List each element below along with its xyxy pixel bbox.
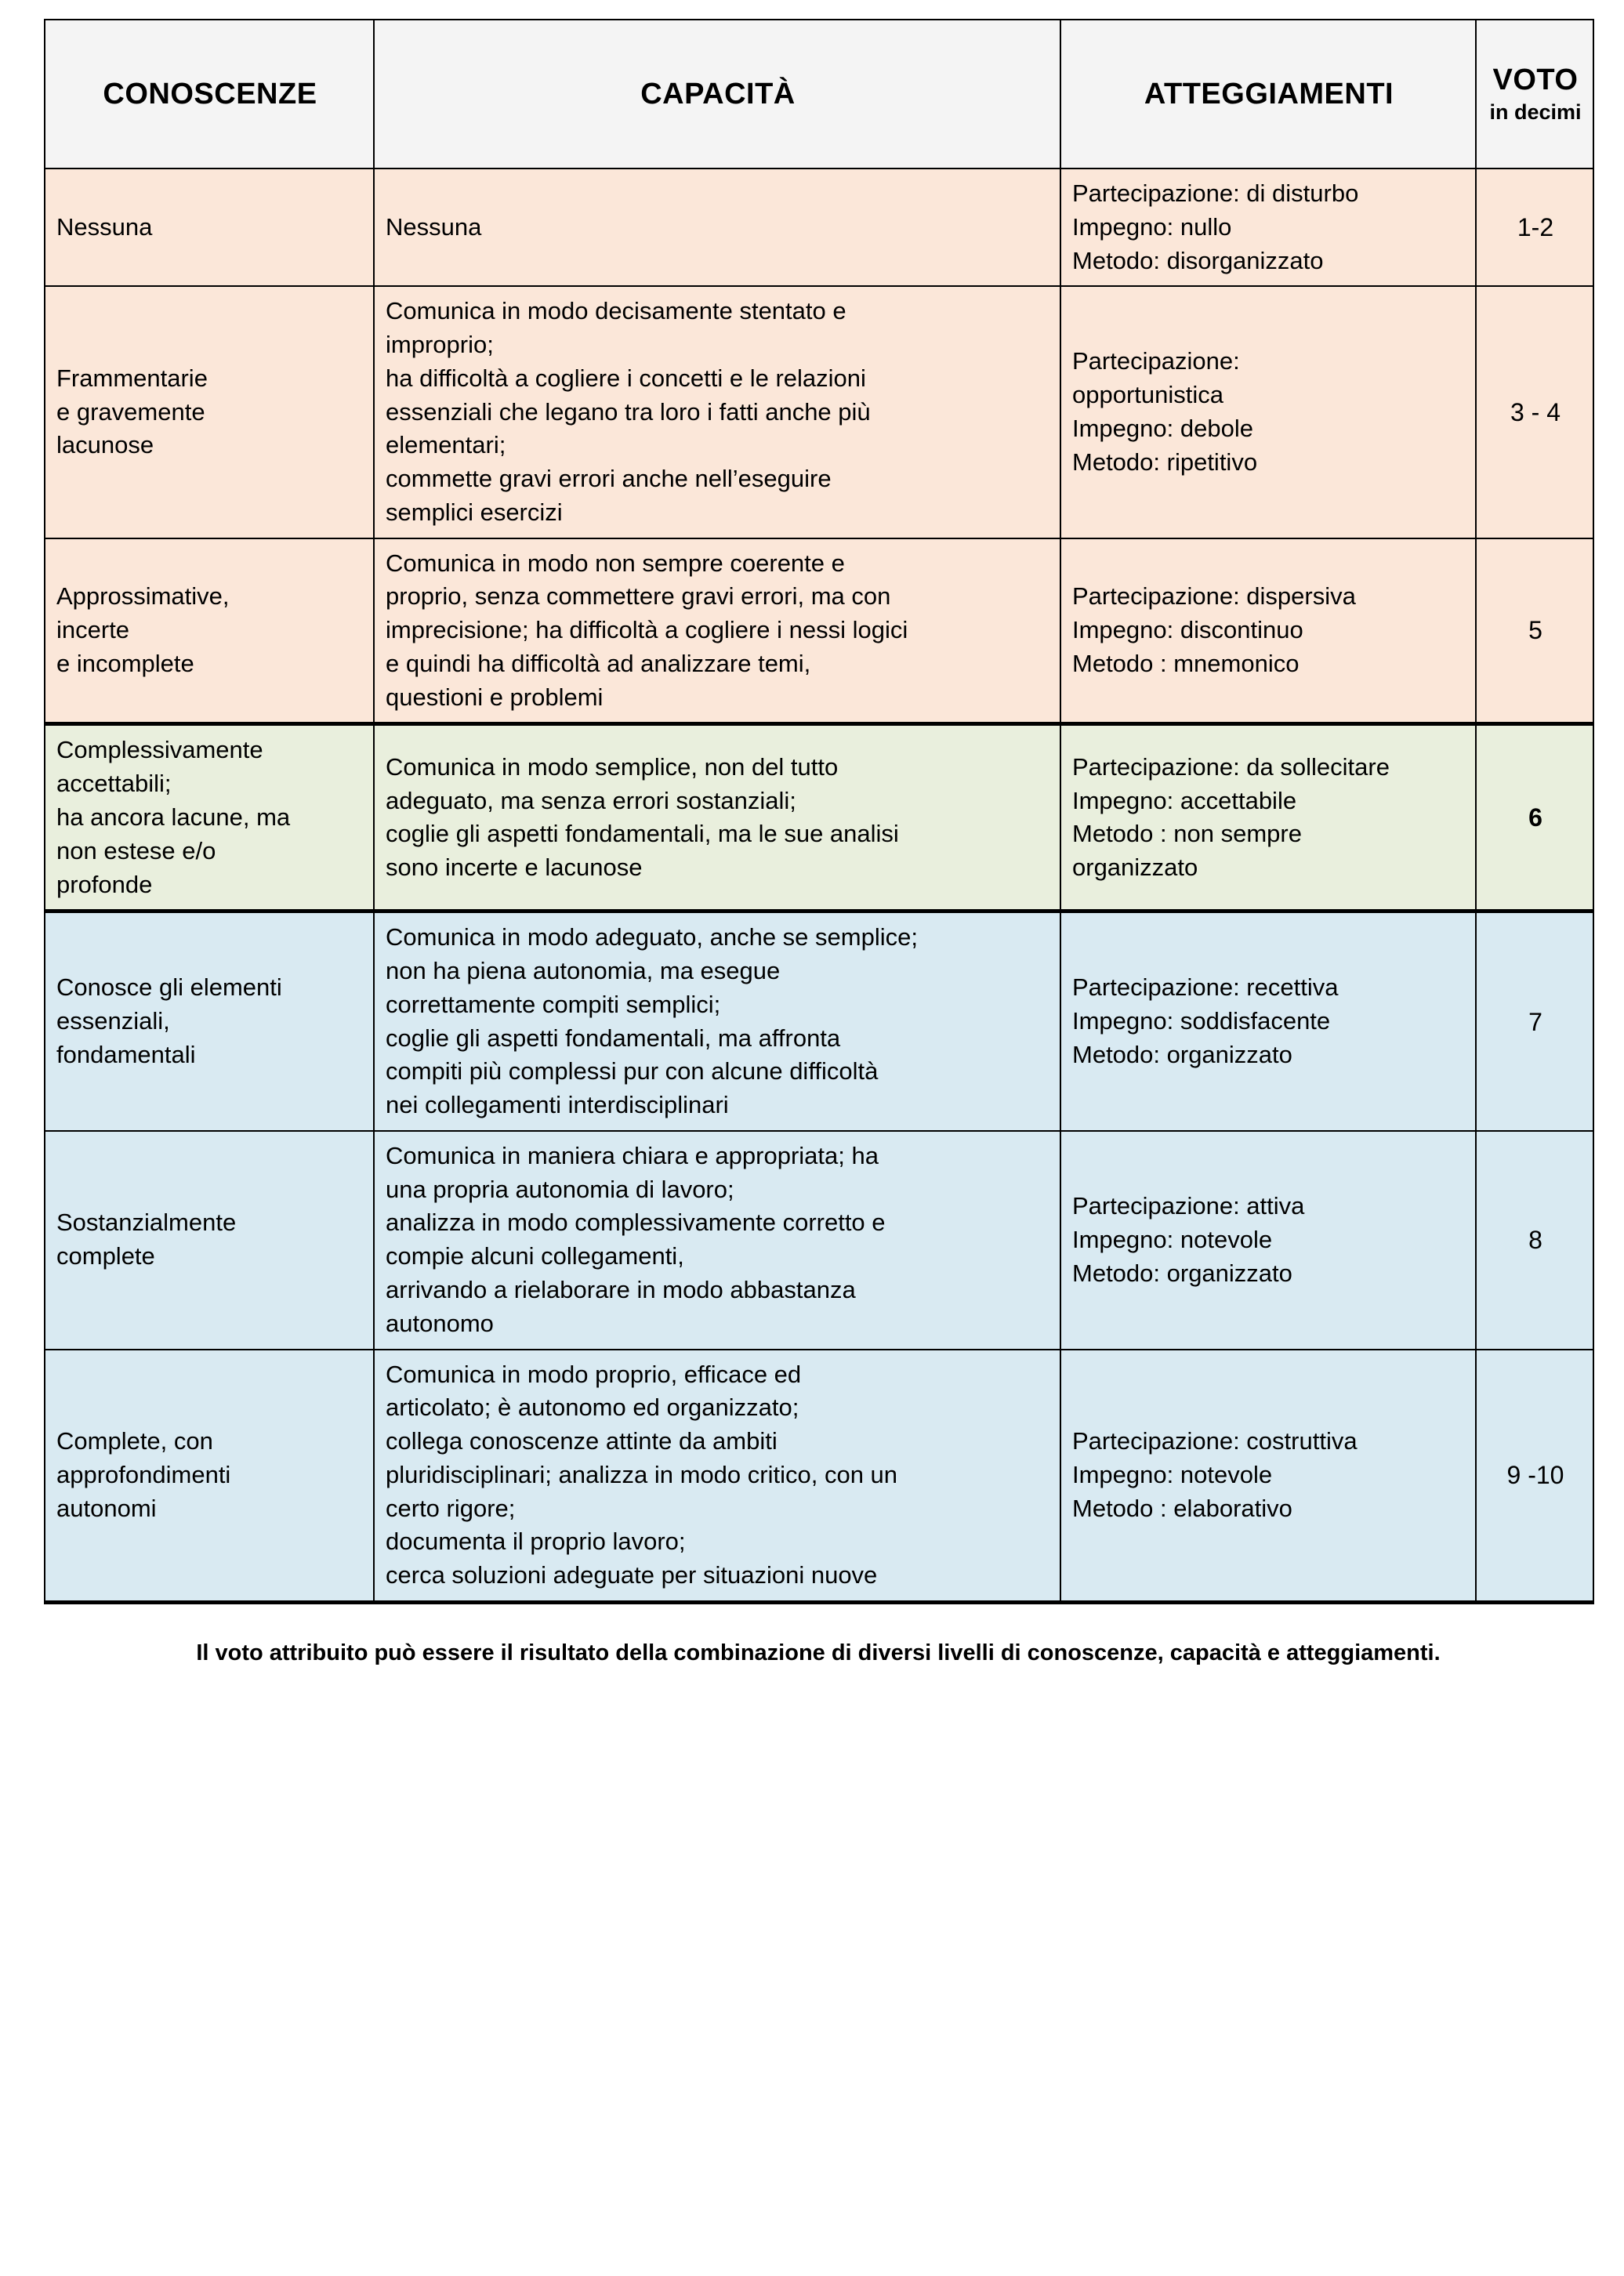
cell-conoscenze-text: Frammentarie e gravemente lacunose — [56, 364, 208, 459]
cell-conoscenze-text: Sostanzialmente complete — [56, 1209, 237, 1270]
cell-capacita-text: Nessuna — [386, 212, 482, 241]
cell-atteggiamenti — [1060, 1350, 1476, 1603]
cell-atteggiamenti-text: Partecipazione: dispersiva Impegno: discontinuo Metodo : mnemonico — [1072, 582, 1356, 677]
footnote-text: Il voto attribuito può essere il risultato della combinazione di diversi livelli di conoscenze, capacità e atteggiamenti. — [196, 1640, 1441, 1665]
cell-atteggiamenti-text: Partecipazione: di disturbo Impegno: nullo Metodo: disorganizzato — [1072, 179, 1359, 274]
cell-voto — [1476, 1350, 1593, 1603]
cell-conoscenze-text: Nessuna — [56, 212, 153, 241]
cell-capacita-text: Comunica in modo proprio, efficace ed articolato; è autonomo ed organizzato; collega conoscenze attinte da ambiti pluridisciplinari; analizza in modo critico, con un certo rigore; documenta il proprio lavoro; cerca soluzioni adeguate per situazioni nuove — [386, 1360, 898, 1589]
table-row — [45, 724, 1593, 911]
table-row — [45, 286, 1593, 538]
cell-conoscenze — [45, 286, 374, 538]
cell-capacita — [374, 286, 1060, 538]
column-header-capacita-label: CAPACITÀ — [640, 77, 796, 111]
cell-capacita-text: Comunica in modo non sempre coerente e proprio, senza commettere gravi errori, ma con imprecisione; ha difficoltà a cogliere i nessi logici e quindi ha difficoltà ad analizzare temi, questioni e problemi — [386, 549, 908, 711]
table-body — [45, 169, 1593, 1602]
table-row — [45, 1350, 1593, 1603]
cell-voto-text: 5 — [1528, 616, 1542, 645]
column-header-voto-sublabel: in decimi — [1489, 100, 1582, 125]
cell-capacita — [374, 1131, 1060, 1350]
cell-capacita-text: Comunica in modo adeguato, anche se semplice; non ha piena autonomia, ma esegue correttamente compiti semplici; coglie gli aspetti fondamentali, ma affronta compiti più complessi pur con alcune difficoltà nei collegamenti interdisciplinari — [386, 923, 918, 1119]
column-header-voto — [1476, 20, 1593, 169]
cell-voto-text: 9 -10 — [1506, 1461, 1564, 1490]
table-row — [45, 538, 1593, 724]
header-row — [45, 20, 1593, 169]
cell-voto — [1476, 169, 1593, 286]
cell-conoscenze — [45, 1131, 374, 1350]
column-header-conoscenze-label: CONOSCENZE — [103, 77, 317, 111]
cell-capacita-text: Comunica in modo decisamente stentato e improprio; ha difficoltà a cogliere i concetti e le relazioni essenziali che legano tra loro i fatti anche più elementari; commette gravi errori anche nell’eseguire semplici esercizi — [386, 297, 871, 526]
column-header-atteggiamenti — [1060, 20, 1476, 169]
table-row — [45, 169, 1593, 286]
table-row — [45, 911, 1593, 1131]
cell-atteggiamenti — [1060, 538, 1476, 724]
column-header-atteggiamenti-label: ATTEGGIAMENTI — [1144, 77, 1394, 111]
cell-capacita — [374, 724, 1060, 911]
cell-voto — [1476, 724, 1593, 911]
cell-voto — [1476, 911, 1593, 1131]
cell-conoscenze-text: Complessivamente accettabili; ha ancora lacune, ma non estese e/o profonde — [56, 736, 291, 898]
column-header-capacita — [374, 20, 1060, 169]
table-header — [45, 20, 1593, 169]
cell-voto-text: 1-2 — [1517, 213, 1554, 242]
cell-capacita — [374, 911, 1060, 1131]
cell-atteggiamenti — [1060, 724, 1476, 911]
cell-capacita — [374, 169, 1060, 286]
cell-voto — [1476, 538, 1593, 724]
cell-capacita-text: Comunica in maniera chiara e appropriata; ha una propria autonomia di lavoro; analizza in modo complessivamente corretto e compie alcuni collegamenti, arrivando a rielaborare in modo abbastanza autonomo — [386, 1141, 886, 1337]
cell-atteggiamenti — [1060, 169, 1476, 286]
cell-capacita — [374, 1350, 1060, 1603]
cell-voto — [1476, 1131, 1593, 1350]
cell-conoscenze-text: Complete, con approfondimenti autonomi — [56, 1427, 231, 1522]
cell-voto-text: 6 — [1528, 803, 1542, 832]
cell-voto-text: 3 - 4 — [1510, 397, 1561, 426]
cell-conoscenze — [45, 538, 374, 724]
cell-conoscenze-text: Conosce gli elementi essenziali, fondamentali — [56, 973, 282, 1068]
column-header-voto-label: VOTO — [1492, 63, 1579, 96]
cell-atteggiamenti-text: Partecipazione: recettiva Impegno: soddisfacente Metodo: organizzato — [1072, 973, 1339, 1068]
cell-atteggiamenti-text: Partecipazione: da sollecitare Impegno: accettabile Metodo : non sempre organizzato — [1072, 752, 1390, 882]
cell-capacita — [374, 538, 1060, 724]
cell-capacita-text: Comunica in modo semplice, non del tutto adeguato, ma senza errori sostanziali; coglie gli aspetti fondamentali, ma le sue analisi sono incerte e lacunose — [386, 752, 899, 882]
cell-voto-text: 8 — [1528, 1226, 1542, 1255]
cell-atteggiamenti-text: Partecipazione: costruttiva Impegno: notevole Metodo : elaborativo — [1072, 1427, 1358, 1522]
evaluation-rubric-table — [44, 19, 1594, 1604]
table-row — [45, 1131, 1593, 1350]
cell-voto — [1476, 286, 1593, 538]
cell-voto-text: 7 — [1528, 1007, 1542, 1036]
cell-atteggiamenti — [1060, 286, 1476, 538]
cell-atteggiamenti — [1060, 1131, 1476, 1350]
cell-conoscenze — [45, 169, 374, 286]
cell-atteggiamenti-text: Partecipazione: attiva Impegno: notevole Metodo: organizzato — [1072, 1192, 1305, 1287]
cell-atteggiamenti-text: Partecipazione: opportunistica Impegno: debole Metodo: ripetitivo — [1072, 347, 1258, 476]
column-header-conoscenze — [45, 20, 374, 169]
cell-conoscenze — [45, 911, 374, 1131]
cell-conoscenze-text: Approssimative, incerte e incomplete — [56, 582, 230, 677]
cell-conoscenze — [45, 1350, 374, 1603]
cell-atteggiamenti — [1060, 911, 1476, 1131]
cell-conoscenze — [45, 724, 374, 911]
